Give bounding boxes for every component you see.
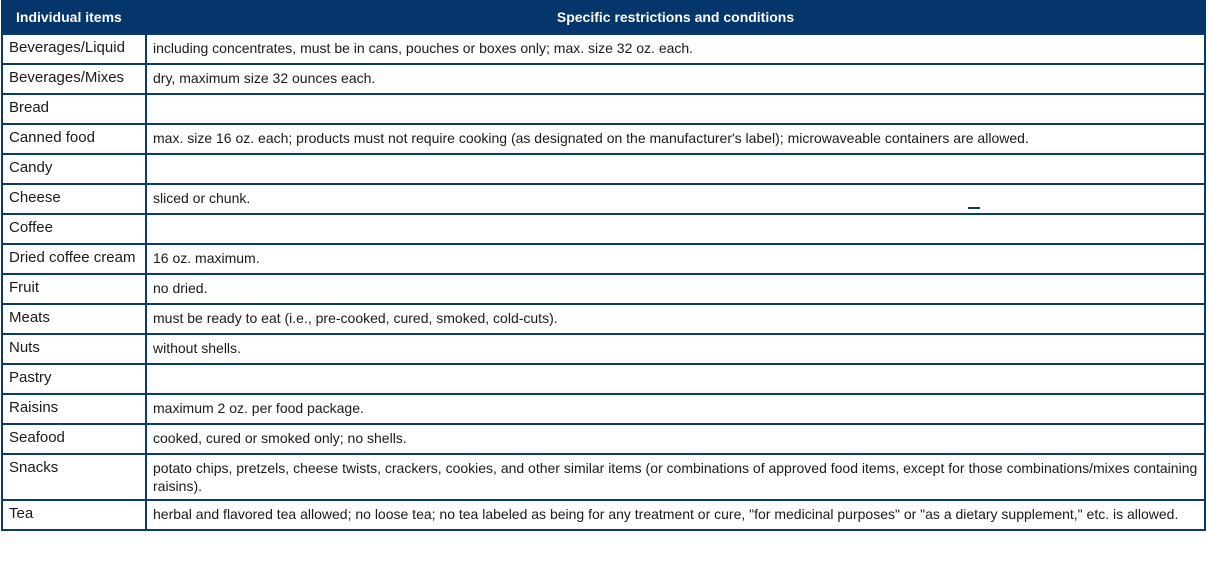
table-row bbox=[2, 214, 1205, 244]
table-row bbox=[2, 364, 1205, 394]
condition-cell bbox=[146, 364, 1205, 394]
condition-cell: without shells. bbox=[146, 334, 1205, 364]
table-row bbox=[2, 454, 1205, 500]
item-cell: Tea bbox=[2, 500, 146, 530]
table-row bbox=[2, 124, 1205, 154]
table-row bbox=[2, 274, 1205, 304]
table-row bbox=[2, 394, 1205, 424]
condition-cell: max. size 16 oz. each; products must not require cooking (as designated on the manufacturer's label); microwaveable containers are allowed. bbox=[146, 124, 1205, 154]
table-row bbox=[2, 334, 1205, 364]
item-cell: Bread bbox=[2, 94, 146, 124]
item-cell: Candy bbox=[2, 154, 146, 184]
condition-cell: dry, maximum size 32 ounces each. bbox=[146, 64, 1205, 94]
header-restrictions-conditions: Specific restrictions and conditions bbox=[146, 0, 1205, 34]
condition-cell: maximum 2 oz. per food package. bbox=[146, 394, 1205, 424]
item-cell: Beverages/Mixes bbox=[2, 64, 146, 94]
table-row bbox=[2, 244, 1205, 274]
condition-cell: herbal and flavored tea allowed; no loose tea; no tea labeled as being for any treatment or cure, "for medicinal purposes" or "as a dietary supplement," etc. is allowed. bbox=[146, 500, 1205, 530]
stray-dash-mark bbox=[968, 207, 980, 209]
item-cell: Nuts bbox=[2, 334, 146, 364]
condition-cell bbox=[146, 154, 1205, 184]
table-row bbox=[2, 500, 1205, 530]
table-row bbox=[2, 304, 1205, 334]
item-cell: Raisins bbox=[2, 394, 146, 424]
item-cell: Dried coffee cream bbox=[2, 244, 146, 274]
table-row bbox=[2, 64, 1205, 94]
condition-cell: sliced or chunk. bbox=[146, 184, 1205, 214]
header-individual-items: Individual items bbox=[2, 0, 146, 34]
restrictions-table bbox=[1, 0, 1206, 531]
item-cell: Meats bbox=[2, 304, 146, 334]
table-row bbox=[2, 34, 1205, 64]
restrictions-table-container bbox=[1, 0, 1204, 531]
table-header-row bbox=[2, 0, 1205, 34]
condition-cell: potato chips, pretzels, cheese twists, crackers, cookies, and other similar items (or combinations of approved food items, except for those combinations/mixes containing raisins). bbox=[146, 454, 1205, 500]
item-cell: Fruit bbox=[2, 274, 146, 304]
condition-cell: no dried. bbox=[146, 274, 1205, 304]
item-cell: Beverages/Liquid bbox=[2, 34, 146, 64]
condition-cell: cooked, cured or smoked only; no shells. bbox=[146, 424, 1205, 454]
table-row bbox=[2, 184, 1205, 214]
table-row bbox=[2, 94, 1205, 124]
condition-cell bbox=[146, 214, 1205, 244]
condition-cell: must be ready to eat (i.e., pre-cooked, cured, smoked, cold-cuts). bbox=[146, 304, 1205, 334]
table-row bbox=[2, 154, 1205, 184]
item-cell: Snacks bbox=[2, 454, 146, 500]
condition-cell: including concentrates, must be in cans, pouches or boxes only; max. size 32 oz. each. bbox=[146, 34, 1205, 64]
item-cell: Cheese bbox=[2, 184, 146, 214]
item-cell: Seafood bbox=[2, 424, 146, 454]
condition-cell bbox=[146, 94, 1205, 124]
table-row bbox=[2, 424, 1205, 454]
condition-cell: 16 oz. maximum. bbox=[146, 244, 1205, 274]
item-cell: Coffee bbox=[2, 214, 146, 244]
item-cell: Pastry bbox=[2, 364, 146, 394]
item-cell: Canned food bbox=[2, 124, 146, 154]
